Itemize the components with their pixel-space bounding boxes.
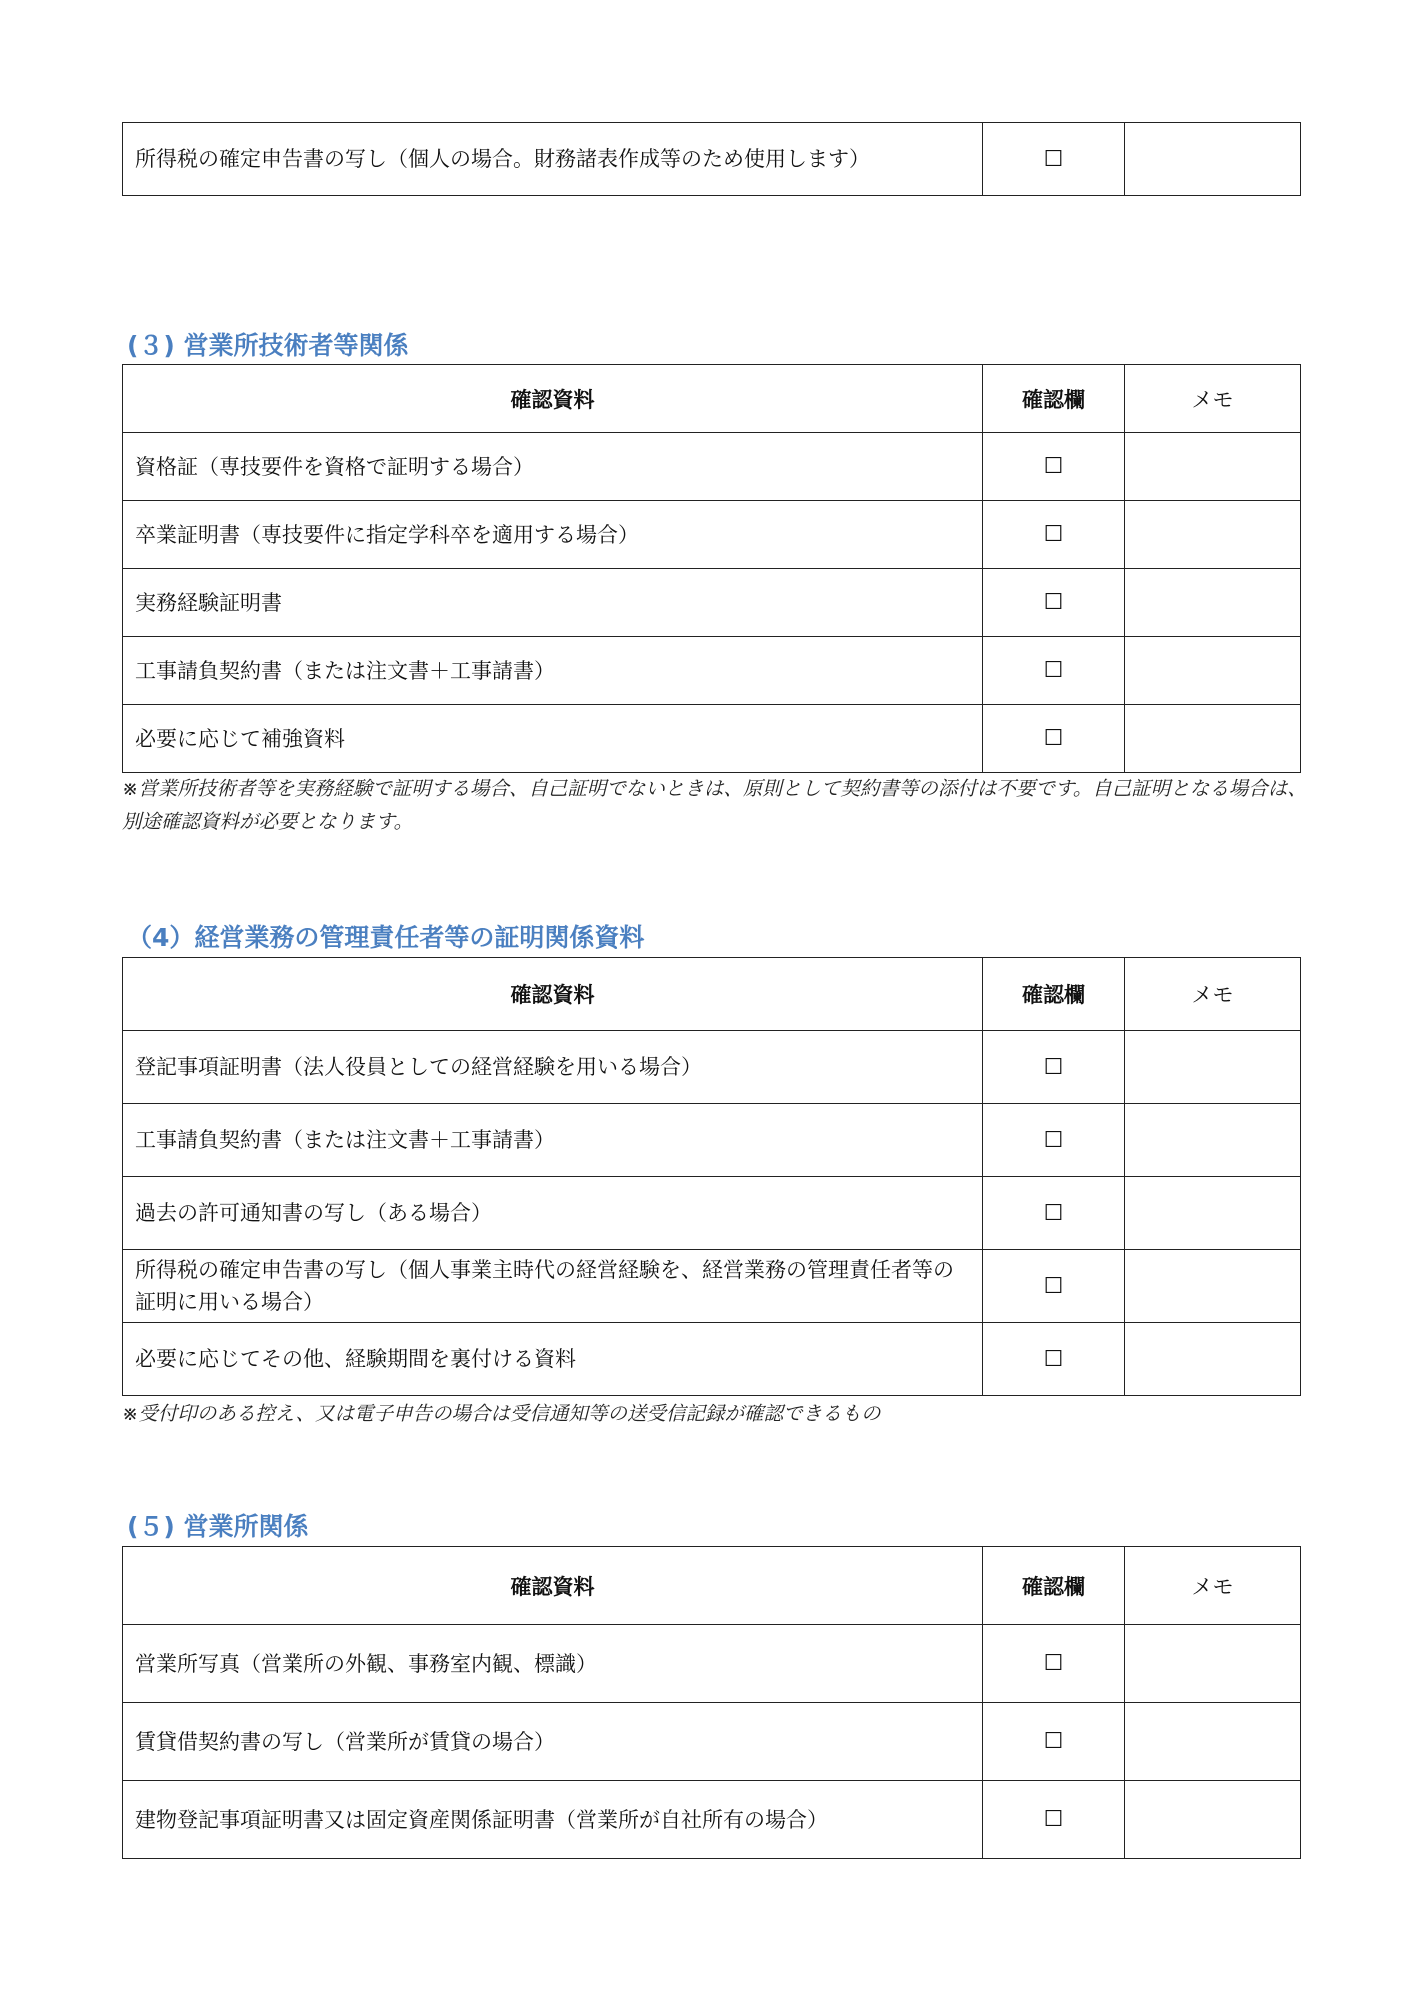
checkbox[interactable]: ☐ bbox=[983, 1625, 1125, 1703]
header-check: 確認欄 bbox=[983, 1547, 1125, 1625]
checkbox[interactable]: ☐ bbox=[983, 1031, 1125, 1104]
memo-cell[interactable] bbox=[1125, 433, 1301, 501]
item-label: 賃貸借契約書の写し（営業所が賃貸の場合） bbox=[123, 1703, 983, 1781]
checkbox[interactable]: ☐ bbox=[983, 433, 1125, 501]
header-check: 確認欄 bbox=[983, 958, 1125, 1031]
section-heading-office: (５) 営業所関係 bbox=[127, 1512, 309, 1541]
checkbox[interactable]: ☐ bbox=[983, 1104, 1125, 1177]
item-label: 建物登記事項証明書又は固定資産関係証明書（営業所が自社所有の場合） bbox=[123, 1781, 983, 1859]
header-documents: 確認資料 bbox=[123, 1547, 983, 1625]
table-row bbox=[123, 569, 1301, 637]
memo-cell[interactable] bbox=[1125, 1177, 1301, 1250]
section-note: ※受付印のある控え、又は電子申告の場合は受信通知等の送受信記録が確認できるもの bbox=[122, 1402, 881, 1425]
table-header-row bbox=[123, 1547, 1301, 1625]
memo-cell[interactable] bbox=[1125, 705, 1301, 773]
header-memo: メモ bbox=[1125, 1547, 1301, 1625]
memo-cell[interactable] bbox=[1125, 1781, 1301, 1859]
section-heading-management: （4）経営業務の管理責任者等の証明関係資料 bbox=[127, 923, 645, 952]
section-heading-engineers: (３) 営業所技術者等関係 bbox=[127, 331, 409, 360]
table-row bbox=[123, 1031, 1301, 1104]
memo-cell[interactable] bbox=[1125, 501, 1301, 569]
item-label: 卒業証明書（専技要件に指定学科卒を適用する場合） bbox=[123, 501, 983, 569]
memo-cell[interactable] bbox=[1125, 1104, 1301, 1177]
checkbox[interactable]: ☐ bbox=[983, 501, 1125, 569]
engineers-checklist-table bbox=[122, 364, 1301, 773]
header-memo: メモ bbox=[1125, 365, 1301, 433]
memo-cell[interactable] bbox=[1125, 123, 1301, 196]
memo-cell[interactable] bbox=[1125, 1250, 1301, 1323]
item-label: 過去の許可通知書の写し（ある場合） bbox=[123, 1177, 983, 1250]
item-label: 登記事項証明書（法人役員としての経営経験を用いる場合） bbox=[123, 1031, 983, 1104]
table-row bbox=[123, 637, 1301, 705]
table-row bbox=[123, 705, 1301, 773]
checkbox[interactable]: ☐ bbox=[983, 1781, 1125, 1859]
memo-cell[interactable] bbox=[1125, 1703, 1301, 1781]
table-row bbox=[123, 1104, 1301, 1177]
header-documents: 確認資料 bbox=[123, 365, 983, 433]
checkbox[interactable]: ☐ bbox=[983, 1177, 1125, 1250]
table-header-row bbox=[123, 365, 1301, 433]
item-label: 工事請負契約書（または注文書＋工事請書） bbox=[123, 1104, 983, 1177]
table-header-row bbox=[123, 958, 1301, 1031]
table-row bbox=[123, 501, 1301, 569]
item-label: 実務経験証明書 bbox=[123, 569, 983, 637]
top-checklist-table bbox=[122, 122, 1301, 196]
header-check: 確認欄 bbox=[983, 365, 1125, 433]
item-label: 必要に応じて補強資料 bbox=[123, 705, 983, 773]
item-label: 資格証（専技要件を資格で証明する場合） bbox=[123, 433, 983, 501]
management-checklist-table bbox=[122, 957, 1301, 1396]
table-row bbox=[123, 433, 1301, 501]
checkbox[interactable]: ☐ bbox=[983, 123, 1125, 196]
item-label: 所得税の確定申告書の写し（個人事業主時代の経営経験を、経営業務の管理責任者等の証明に用いる場合） bbox=[123, 1250, 983, 1323]
header-documents: 確認資料 bbox=[123, 958, 983, 1031]
item-label: 所得税の確定申告書の写し（個人の場合。財務諸表作成等のため使用します） bbox=[123, 123, 983, 196]
table-row bbox=[123, 1323, 1301, 1396]
checkbox[interactable]: ☐ bbox=[983, 1703, 1125, 1781]
table-row bbox=[123, 1250, 1301, 1323]
checkbox[interactable]: ☐ bbox=[983, 1323, 1125, 1396]
item-label: 必要に応じてその他、経験期間を裏付ける資料 bbox=[123, 1323, 983, 1396]
table-row bbox=[123, 123, 1301, 196]
item-label: 営業所写真（営業所の外観、事務室内観、標識） bbox=[123, 1625, 983, 1703]
checkbox[interactable]: ☐ bbox=[983, 569, 1125, 637]
section-note: ※営業所技術者等を実務経験で証明する場合、自己証明でないときは、原則として契約書等の添付は不要です。自己証明となる場合は、別途確認資料が必要となります。 bbox=[122, 777, 1307, 833]
item-label: 工事請負契約書（または注文書＋工事請書） bbox=[123, 637, 983, 705]
table-row bbox=[123, 1625, 1301, 1703]
memo-cell[interactable] bbox=[1125, 1031, 1301, 1104]
checkbox[interactable]: ☐ bbox=[983, 705, 1125, 773]
memo-cell[interactable] bbox=[1125, 1323, 1301, 1396]
checkbox[interactable]: ☐ bbox=[983, 637, 1125, 705]
office-checklist-table bbox=[122, 1546, 1301, 1859]
memo-cell[interactable] bbox=[1125, 569, 1301, 637]
header-memo: メモ bbox=[1125, 958, 1301, 1031]
table-row bbox=[123, 1781, 1301, 1859]
memo-cell[interactable] bbox=[1125, 637, 1301, 705]
table-row bbox=[123, 1703, 1301, 1781]
memo-cell[interactable] bbox=[1125, 1625, 1301, 1703]
checkbox[interactable]: ☐ bbox=[983, 1250, 1125, 1323]
table-row bbox=[123, 1177, 1301, 1250]
